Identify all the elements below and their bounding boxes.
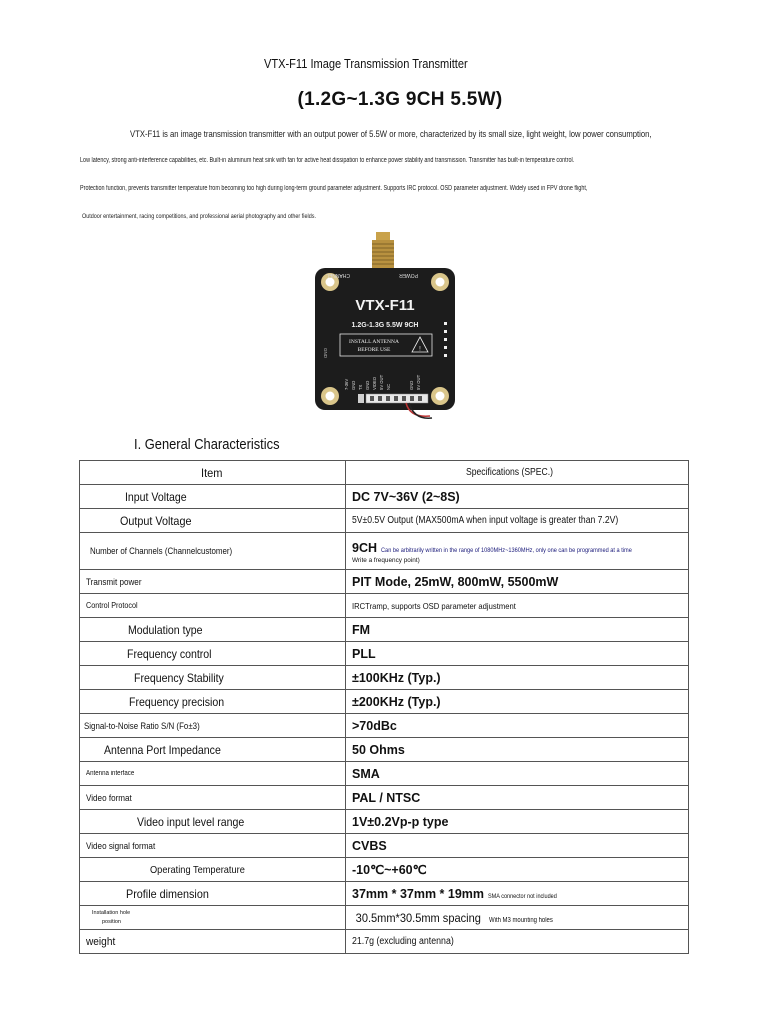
model-spec-label: 1.2G-1.3G 5.5W 9CH — [351, 322, 419, 329]
table-row — [80, 786, 689, 810]
table-row — [80, 690, 689, 714]
table-header-spec: Specifications (SPEC.) — [346, 461, 689, 485]
row-key: Video format — [80, 786, 346, 810]
row-key: Installation hole position — [80, 906, 346, 930]
table-row — [80, 834, 689, 858]
warning-line-2: BEFORE USE — [357, 347, 391, 353]
row-key: Input Voltage — [80, 485, 346, 509]
warning-line-1: INSTALL ANTENNA — [349, 339, 399, 345]
row-key: Output Voltage — [80, 509, 346, 533]
row-key: Modulation type — [80, 618, 346, 642]
table-row — [80, 714, 689, 738]
row-value: 50 Ohms — [346, 738, 689, 762]
row-key: Antenna interface — [80, 762, 346, 786]
row-note-2: Write a frequency point) — [352, 556, 420, 564]
row-value: 37mm * 37mm * 19mm SMA connector not included — [346, 882, 689, 906]
row-value: ±200KHz (Typ.) — [346, 690, 689, 714]
row-value: FM — [346, 618, 689, 642]
row-value: >70dBc — [346, 714, 689, 738]
row-key: Frequency control — [80, 642, 346, 666]
row-key: weight — [80, 930, 346, 954]
table-row — [80, 642, 689, 666]
row-note: SMA connector not included — [488, 892, 558, 900]
svg-text:!: ! — [419, 346, 421, 353]
spec-table — [79, 460, 689, 954]
row-note: Can be arbitrarily written in the range of 1080MHz~1360MHz, only one can be programmed at a time — [381, 546, 633, 554]
row-value: PLL — [346, 642, 689, 666]
row-value: 30.5mm*30.5mm spacing With M3 mounting holes — [346, 906, 689, 930]
row-key: Video signal format — [80, 834, 346, 858]
svg-text:NC: NC — [386, 383, 391, 390]
intro-line-4: Outdoor entertainment, racing competitions, and professional aerial photography and other fields. — [82, 213, 316, 220]
table-row — [80, 810, 689, 834]
row-key: Antenna Port Impedance — [80, 738, 346, 762]
row-value: CVBS — [346, 834, 689, 858]
row-key: Profile dimension — [80, 882, 346, 906]
svg-text:5V OUT: 5V OUT — [416, 374, 421, 390]
table-row — [80, 930, 689, 954]
table-row — [80, 666, 689, 690]
svg-text:GND: GND — [365, 380, 370, 390]
svg-text:TX: TX — [358, 384, 363, 390]
row-value: IRCTramp, supports OSD parameter adjustment — [346, 594, 689, 618]
page-subtitle: (1.2G~1.3G 9CH 5.5W) — [297, 89, 503, 110]
row-value: 21.7g (excluding antenna) — [346, 930, 689, 954]
table-header-row — [80, 461, 689, 485]
table-row — [80, 906, 689, 930]
svg-text:GND: GND — [409, 380, 414, 390]
row-value: 5V±0.5V Output (MAX500mA when input voltage is greater than 7.2V) — [346, 509, 689, 533]
intro-line-3: Protection function, prevents transmitter temperature from becoming too high during long-term ground parameter adjustment. Supports IRC protocol. OSD parameter adjustment. Widely used in FPV drone flight, — [80, 185, 588, 192]
intro-line-2: Low latency, strong anti-interference capabilities, etc. Built-in aluminum heat sink with fan for active heat dissipation to enhance power stability and transmission. Transmitter has built-in temperature control. — [80, 157, 575, 164]
table-row — [80, 882, 689, 906]
table-row — [80, 858, 689, 882]
row-key: Transmit power — [80, 570, 346, 594]
table-row — [80, 618, 689, 642]
row-value: SMA — [346, 762, 689, 786]
table-row — [80, 533, 689, 570]
row-value: ±100KHz (Typ.) — [346, 666, 689, 690]
row-value: 9CH Can be arbitrarily written in the range of 1080MHz~1360MHz, only one can be programmed at a time Write a frequency point) — [346, 533, 689, 570]
row-key: Frequency precision — [80, 690, 346, 714]
table-row — [80, 762, 689, 786]
power-label: POWER — [399, 272, 418, 278]
channel-label: CHANNEL — [326, 272, 350, 278]
page-title: VTX-F11 Image Transmission Transmitter — [264, 56, 468, 71]
row-key: Frequency Stability — [80, 666, 346, 690]
table-row — [80, 485, 689, 509]
small-component — [358, 394, 364, 403]
table-header-item: Item — [80, 461, 346, 485]
row-key: Video input level range — [80, 810, 346, 834]
svg-text:VIDEO: VIDEO — [372, 376, 377, 390]
model-label: VTX-F11 — [355, 297, 415, 314]
table-row — [80, 594, 689, 618]
table-row — [80, 570, 689, 594]
side-label: GND — [323, 348, 328, 358]
svg-text:GND: GND — [351, 380, 356, 390]
table-row — [80, 738, 689, 762]
product-image — [310, 230, 460, 425]
row-key: Number of Channels (Channelcustomer) — [80, 533, 346, 570]
row-note: With M3 mounting holes — [488, 916, 553, 924]
row-value: PIT Mode, 25mW, 800mW, 5500mW — [346, 570, 689, 594]
svg-text:7-36V: 7-36V — [344, 378, 349, 390]
intro-line-1: VTX-F11 is an image transmission transmitter with an output power of 5.5W or more, characterized by its small size, light weight, low power consumption, — [130, 128, 652, 139]
row-value: DC 7V~36V (2~8S) — [346, 485, 689, 509]
row-key: Signal-to-Noise Ratio S/N (Fo±3) — [80, 714, 346, 738]
table-row — [80, 509, 689, 533]
row-key: Control Protocol — [80, 594, 346, 618]
row-value: PAL / NTSC — [346, 786, 689, 810]
section-heading: I. General Characteristics — [134, 436, 280, 453]
row-value: 1V±0.2Vp-p type — [346, 810, 689, 834]
row-value: -10℃~+60℃ — [346, 858, 689, 882]
svg-text:5V OUT: 5V OUT — [379, 374, 384, 390]
row-key: Operating Temperature — [80, 858, 346, 882]
